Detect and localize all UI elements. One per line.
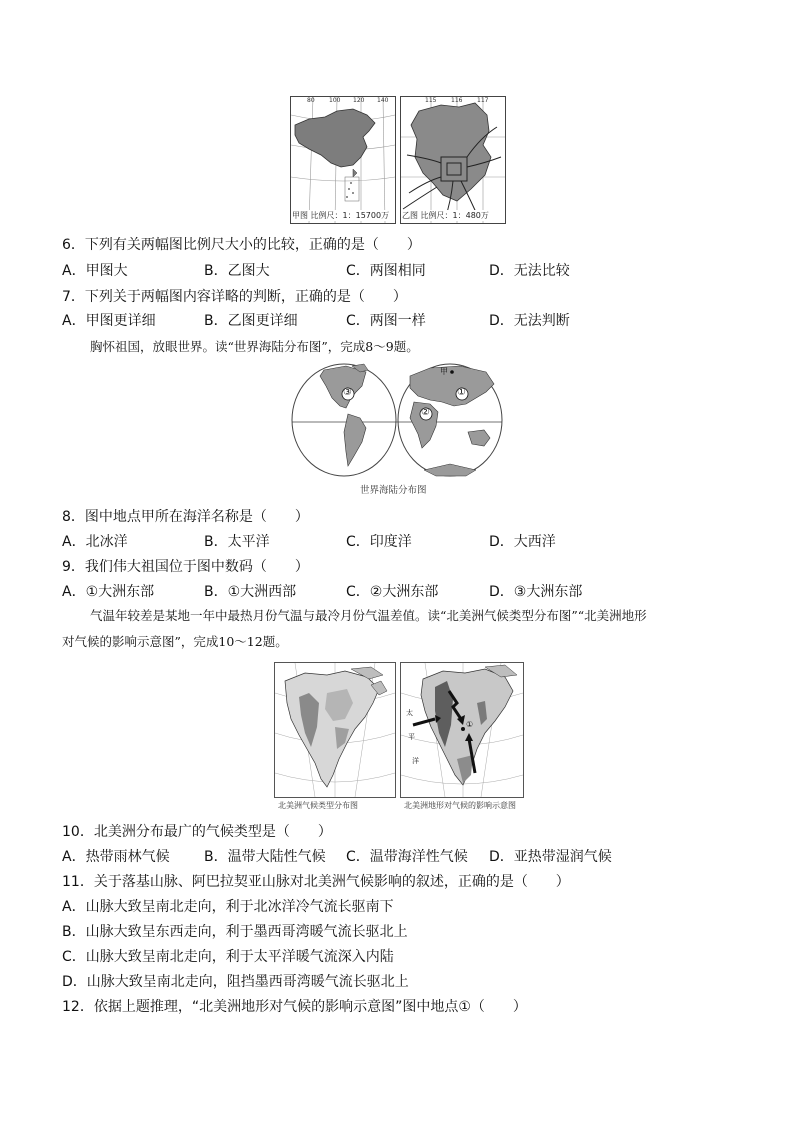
question-11-option-c[interactable]: C．山脉大致呈南北走向，利于太平洋暖气流深入内陆 [62,949,394,965]
intro-questions-10-12-line-2: 对气候的影响示意图”，完成10～12题。 [62,634,288,649]
beijing-map-graphic [401,97,505,223]
china-map-lon-label: 120 [353,97,365,104]
na-terrain-figure [400,662,524,812]
question-12-stem: 12．依据上题推理，“北美洲地形对气候的影响示意图”图中地点①（ ） [62,999,527,1015]
china-map-lon-label: 100 [329,97,341,104]
question-8-stem: 8．图中地点甲所在海洋名称是（ ） [62,509,309,525]
na-terrain-caption: 北美洲地形对气候的影响示意图 [404,801,516,810]
world-map-marker-3: ③ [343,387,352,398]
question-9-option-b[interactable]: B．①大洲西部 [204,584,297,600]
na-climate-map-graphic [275,663,395,797]
question-6-stem: 6．下列有关两幅图比例尺大小的比较，正确的是（ ） [62,237,421,253]
beijing-map-figure [400,96,506,224]
na-climate-map-frame [274,662,396,798]
na-terrain-label-ping: 平 [408,733,415,741]
beijing-map-caption: 乙图 比例尺：1：480万 [402,211,489,220]
question-6-option-d[interactable]: D．无法比较 [489,263,570,279]
world-map-caption: 世界海陆分布图 [360,485,427,496]
china-map-lon-label: 80 [307,97,315,104]
question-7-option-b[interactable]: B．乙图更详细 [204,313,298,329]
na-climate-caption: 北美洲气候类型分布图 [278,801,358,810]
question-10-option-d[interactable]: D．亚热带湿润气候 [489,849,612,865]
world-map-marker-2: ② [421,407,430,418]
na-terrain-marker-1: ① [466,720,474,729]
question-7-stem: 7．下列关于两幅图内容详略的判断，正确的是（ ） [62,289,407,305]
world-map-figure [290,362,504,498]
question-10-stem: 10．北美洲分布最广的气候类型是（ ） [62,824,332,840]
intro-questions-10-12-line-1: 气温年较差是某地一年中最热月份气温与最冷月份气温差值。读“北美洲气候类型分布图”“北美洲地形 [90,608,647,623]
question-8-option-a[interactable]: A．北冰洋 [62,534,128,550]
na-terrain-map-graphic [401,663,523,797]
question-11-stem: 11．关于落基山脉、阿巴拉契亚山脉对北美洲气候影响的叙述，正确的是（ ） [62,874,570,890]
world-map-marker-1: ① [457,387,466,398]
question-8-option-d[interactable]: D．大西洋 [489,534,556,550]
question-9-option-d[interactable]: D．③大洲东部 [489,584,583,600]
na-terrain-map-frame [400,662,524,798]
question-7-option-a[interactable]: A．甲图更详细 [62,313,156,329]
question-6-option-c[interactable]: C．两图相同 [346,263,426,279]
na-climate-figure [274,662,396,812]
na-terrain-label-yang: 洋 [412,757,419,765]
beijing-map-lon-label: 117 [477,97,489,104]
question-11-option-d[interactable]: D．山脉大致呈南北走向，阻挡墨西哥湾暖气流长驱北上 [62,974,409,990]
question-6-option-a[interactable]: A．甲图大 [62,263,128,279]
na-terrain-label-tai: 太 [406,709,413,717]
question-10-option-c[interactable]: C．温带海洋性气候 [346,849,468,865]
question-9-option-a[interactable]: A．①大洲东部 [62,584,155,600]
question-10-option-b[interactable]: B．温带大陆性气候 [204,849,326,865]
question-6-option-b[interactable]: B．乙图大 [204,263,270,279]
china-map-graphic [291,97,395,223]
question-11-option-b[interactable]: B．山脉大致呈东西走向，利于墨西哥湾暖气流长驱北上 [62,924,408,940]
world-map-point-label: 甲 [440,367,448,376]
question-7-option-d[interactable]: D．无法判断 [489,313,570,329]
question-7-option-c[interactable]: C．两图一样 [346,313,426,329]
question-9-stem: 9．我们伟大祖国位于图中数码（ ） [62,559,309,575]
question-8-option-b[interactable]: B．太平洋 [204,534,270,550]
china-map-lon-label: 140 [377,97,389,104]
question-11-option-a[interactable]: A．山脉大致呈南北走向，利于北冰洋冷气流长驱南下 [62,899,394,915]
beijing-map-lon-label: 116 [451,97,463,104]
question-8-option-c[interactable]: C．印度洋 [346,534,412,550]
beijing-map-lon-label: 115 [425,97,437,104]
intro-questions-8-9: 胸怀祖国，放眼世界。读“世界海陆分布图”，完成8～9题。 [90,339,419,354]
world-map-graphic [290,362,504,498]
question-10-option-a[interactable]: A．热带雨林气候 [62,849,170,865]
china-map-figure [290,96,396,224]
question-9-option-c[interactable]: C．②大洲东部 [346,584,439,600]
china-map-caption: 甲图 比例尺：1：15700万 [292,211,390,220]
